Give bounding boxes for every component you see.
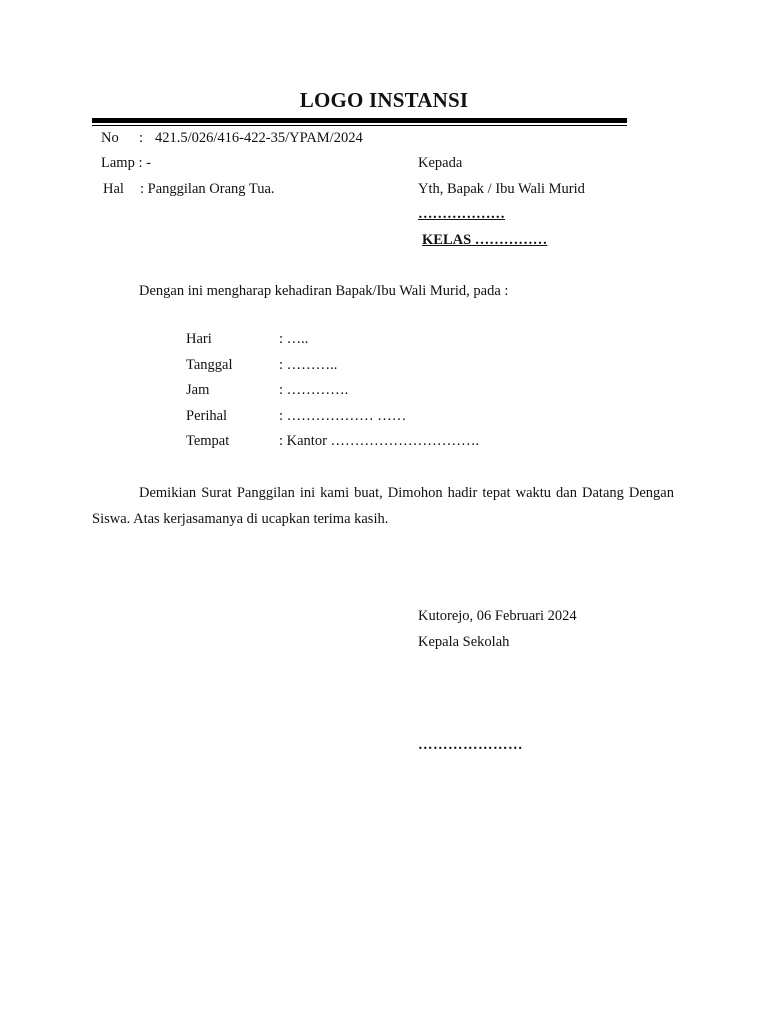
detail-label-tanggal: Tanggal: [186, 357, 233, 373]
detail-value-tanggal: : ………..: [279, 357, 338, 373]
hal-value: : Panggilan Orang Tua.: [140, 181, 275, 197]
signature-place-date: Kutorejo, 06 Februari 2024: [418, 608, 577, 624]
letterhead-rule-thin: [92, 125, 627, 126]
recipient-yth: Yth, Bapak / Ibu Wali Murid: [418, 181, 585, 197]
detail-value-perihal: : ……………… ……: [279, 408, 407, 424]
signature-position: Kepala Sekolah: [418, 634, 510, 650]
closing-paragraph: Demikian Surat Panggilan ini kami buat, Dimohon hadir tepat waktu dan Datang Dengan Siswa. Atas kerjasamanya di ucapkan terima kasih.: [92, 485, 674, 527]
no-separator: :: [139, 130, 144, 146]
detail-label-jam: Jam: [186, 382, 210, 398]
detail-value-hari: : …..: [279, 331, 309, 347]
intro-text: Dengan ini mengharap kehadiran Bapak/Ibu Wali Murid, pada :: [139, 283, 509, 299]
letterhead-rule-thick: [92, 118, 627, 123]
signature-name-dots: …………………: [418, 737, 523, 753]
detail-value-tempat: : Kantor ………………………….: [279, 433, 480, 449]
detail-label-perihal: Perihal: [186, 408, 228, 424]
letterhead-title: LOGO INSTANSI: [299, 88, 469, 112]
hal-label: Hal: [103, 181, 124, 197]
detail-value-jam: : ………….: [279, 382, 349, 398]
recipient-kepada: Kepada: [418, 155, 463, 171]
recipient-kelas: KELAS ……………: [422, 232, 548, 248]
detail-label-tempat: Tempat: [186, 433, 230, 449]
lamp-line: Lamp : -: [101, 155, 151, 171]
letter-number: 421.5/026/416-422-35/YPAM/2024: [155, 130, 363, 146]
detail-label-hari: Hari: [186, 331, 212, 347]
no-label: No: [101, 130, 119, 146]
recipient-name-dots: ………………: [418, 206, 505, 222]
